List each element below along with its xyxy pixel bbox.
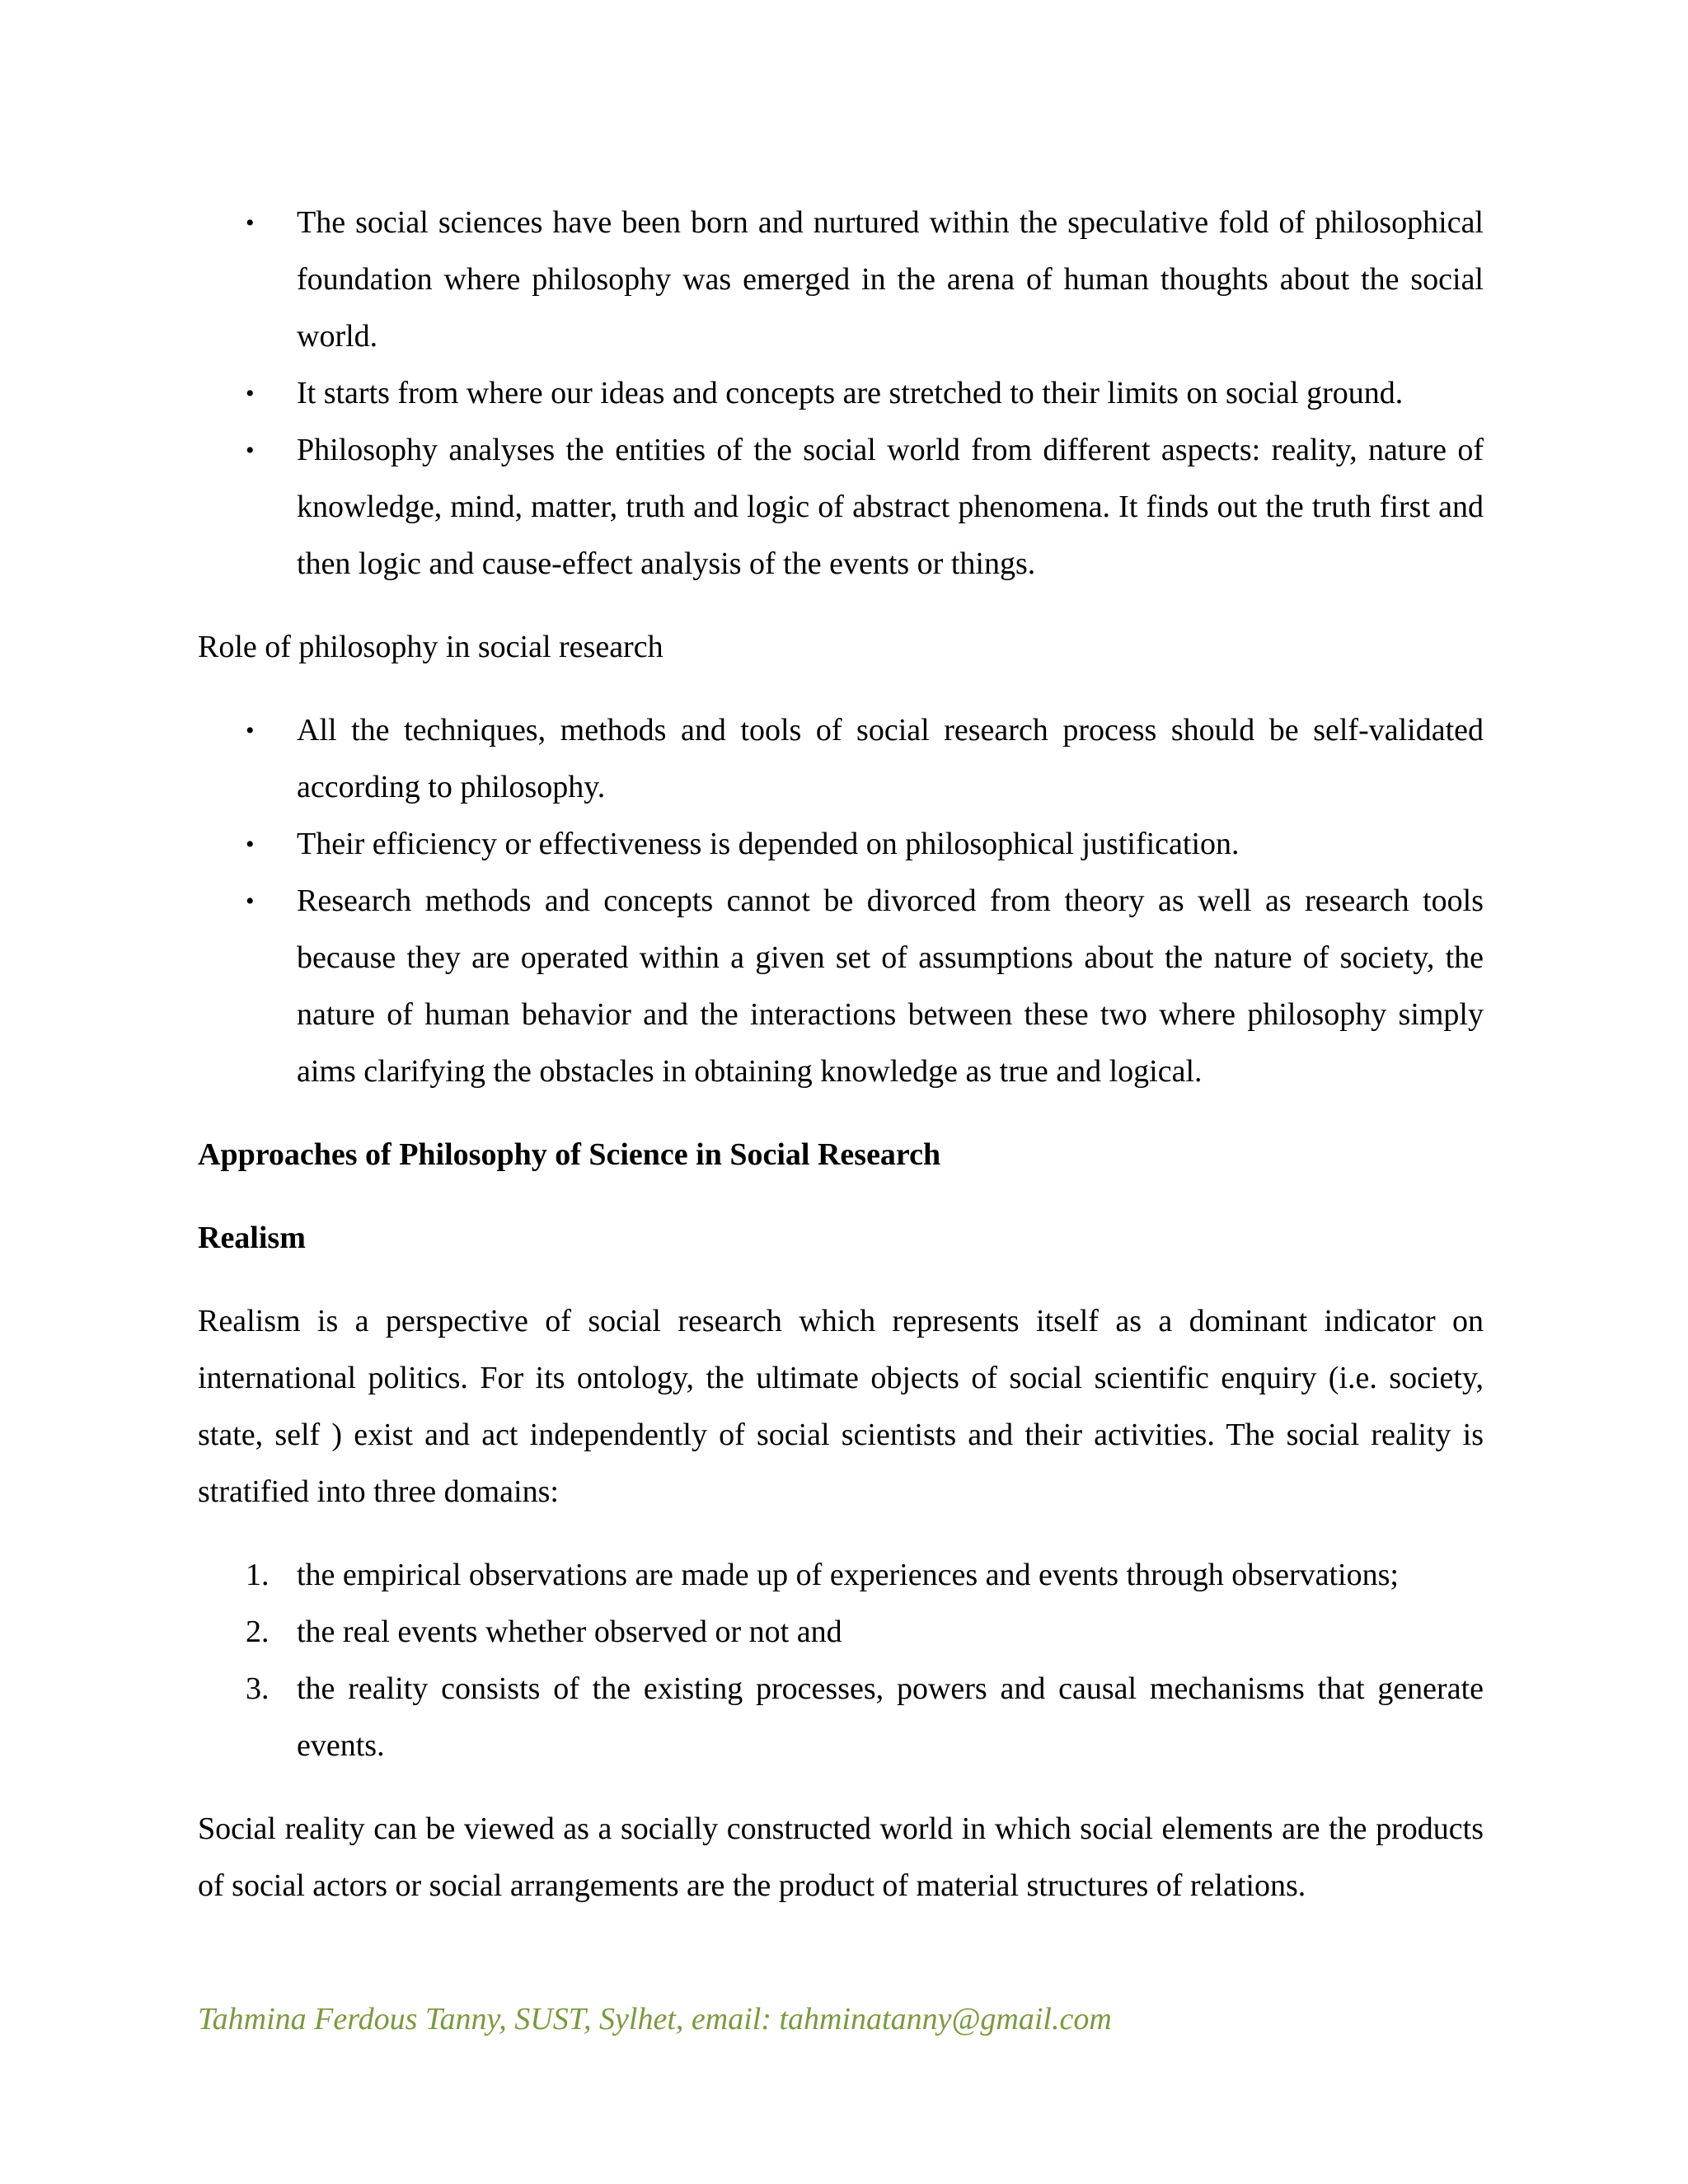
bullet-text: Research methods and concepts cannot be divorced from theory as well as research tools because they are operated within a given set of assumptions about the nature of society, the nature of human behavior and the interactions between these two where philosophy simply aims clarifying the obstacles in obtaining knowledge as true and logical.	[297, 883, 1484, 1089]
role-title: Role of philosophy in social research	[198, 630, 663, 664]
list-number: 3.	[246, 1671, 270, 1706]
bullet-icon: •	[246, 888, 255, 915]
bullet-icon: •	[246, 380, 255, 407]
list-text: the reality consists of the existing processes, powers and causal mechanisms that generate events.	[297, 1671, 1484, 1763]
list-item	[198, 816, 1484, 873]
list-item	[198, 1547, 1484, 1604]
realism-closing-paragraph: Social reality can be viewed as a socially constructed world in which social elements are the products of social actors or social arrangements are the product of material structures of relations.	[198, 1811, 1484, 1903]
realism-paragraph: Realism is a perspective of social research which represents itself as a dominant indicator on international politics. For its ontology, the ultimate objects of social scientific enquiry (i.e. society, state, self ) exist and act independently of social scientists and their activities. The social reality is stratified into three domains:	[198, 1304, 1484, 1509]
role-bullet-list	[198, 702, 1484, 1100]
realism-domain-list	[198, 1547, 1484, 1774]
list-text: the real events whether observed or not and	[297, 1615, 842, 1649]
list-text: the empirical observations are made up of experiences and events through observations;	[297, 1558, 1399, 1592]
list-number: 1.	[246, 1558, 270, 1592]
bullet-text: All the techniques, methods and tools of social research process should be self-validated according to philosophy.	[297, 713, 1484, 804]
list-number: 2.	[246, 1615, 270, 1649]
list-item	[198, 365, 1484, 422]
realism-heading: Realism	[198, 1221, 306, 1255]
list-item	[198, 1604, 1484, 1661]
bullet-text: Their efficiency or effectiveness is depended on philosophical justification.	[297, 827, 1240, 861]
bullet-icon: •	[246, 831, 255, 858]
bullet-icon: •	[246, 717, 255, 744]
intro-bullet-list	[198, 194, 1484, 593]
document-page	[198, 194, 1484, 1915]
approaches-heading: Approaches of Philosophy of Science in Social Research	[198, 1137, 941, 1172]
bullet-text: Philosophy analyses the entities of the social world from different aspects: reality, nature of knowledge, mind, matter, truth and logic of abstract phenomena. It finds out the truth first and then logic and cause-effect analysis of the events or things.	[297, 433, 1484, 581]
page-footer: Tahmina Ferdous Tanny, SUST, Sylhet, email: tahminatanny@gmail.com	[198, 2002, 1112, 2036]
list-item	[198, 702, 1484, 816]
bullet-icon: •	[246, 209, 255, 237]
bullet-text: The social sciences have been born and nurtured within the speculative fold of philosophical foundation where philosophy was emerged in the arena of human thoughts about the social world.	[297, 205, 1484, 354]
list-item	[198, 1661, 1484, 1774]
bullet-icon: •	[246, 437, 255, 464]
list-item	[198, 873, 1484, 1100]
list-item	[198, 194, 1484, 365]
bullet-text: It starts from where our ideas and concepts are stretched to their limits on social ground.	[297, 376, 1404, 410]
list-item	[198, 422, 1484, 593]
